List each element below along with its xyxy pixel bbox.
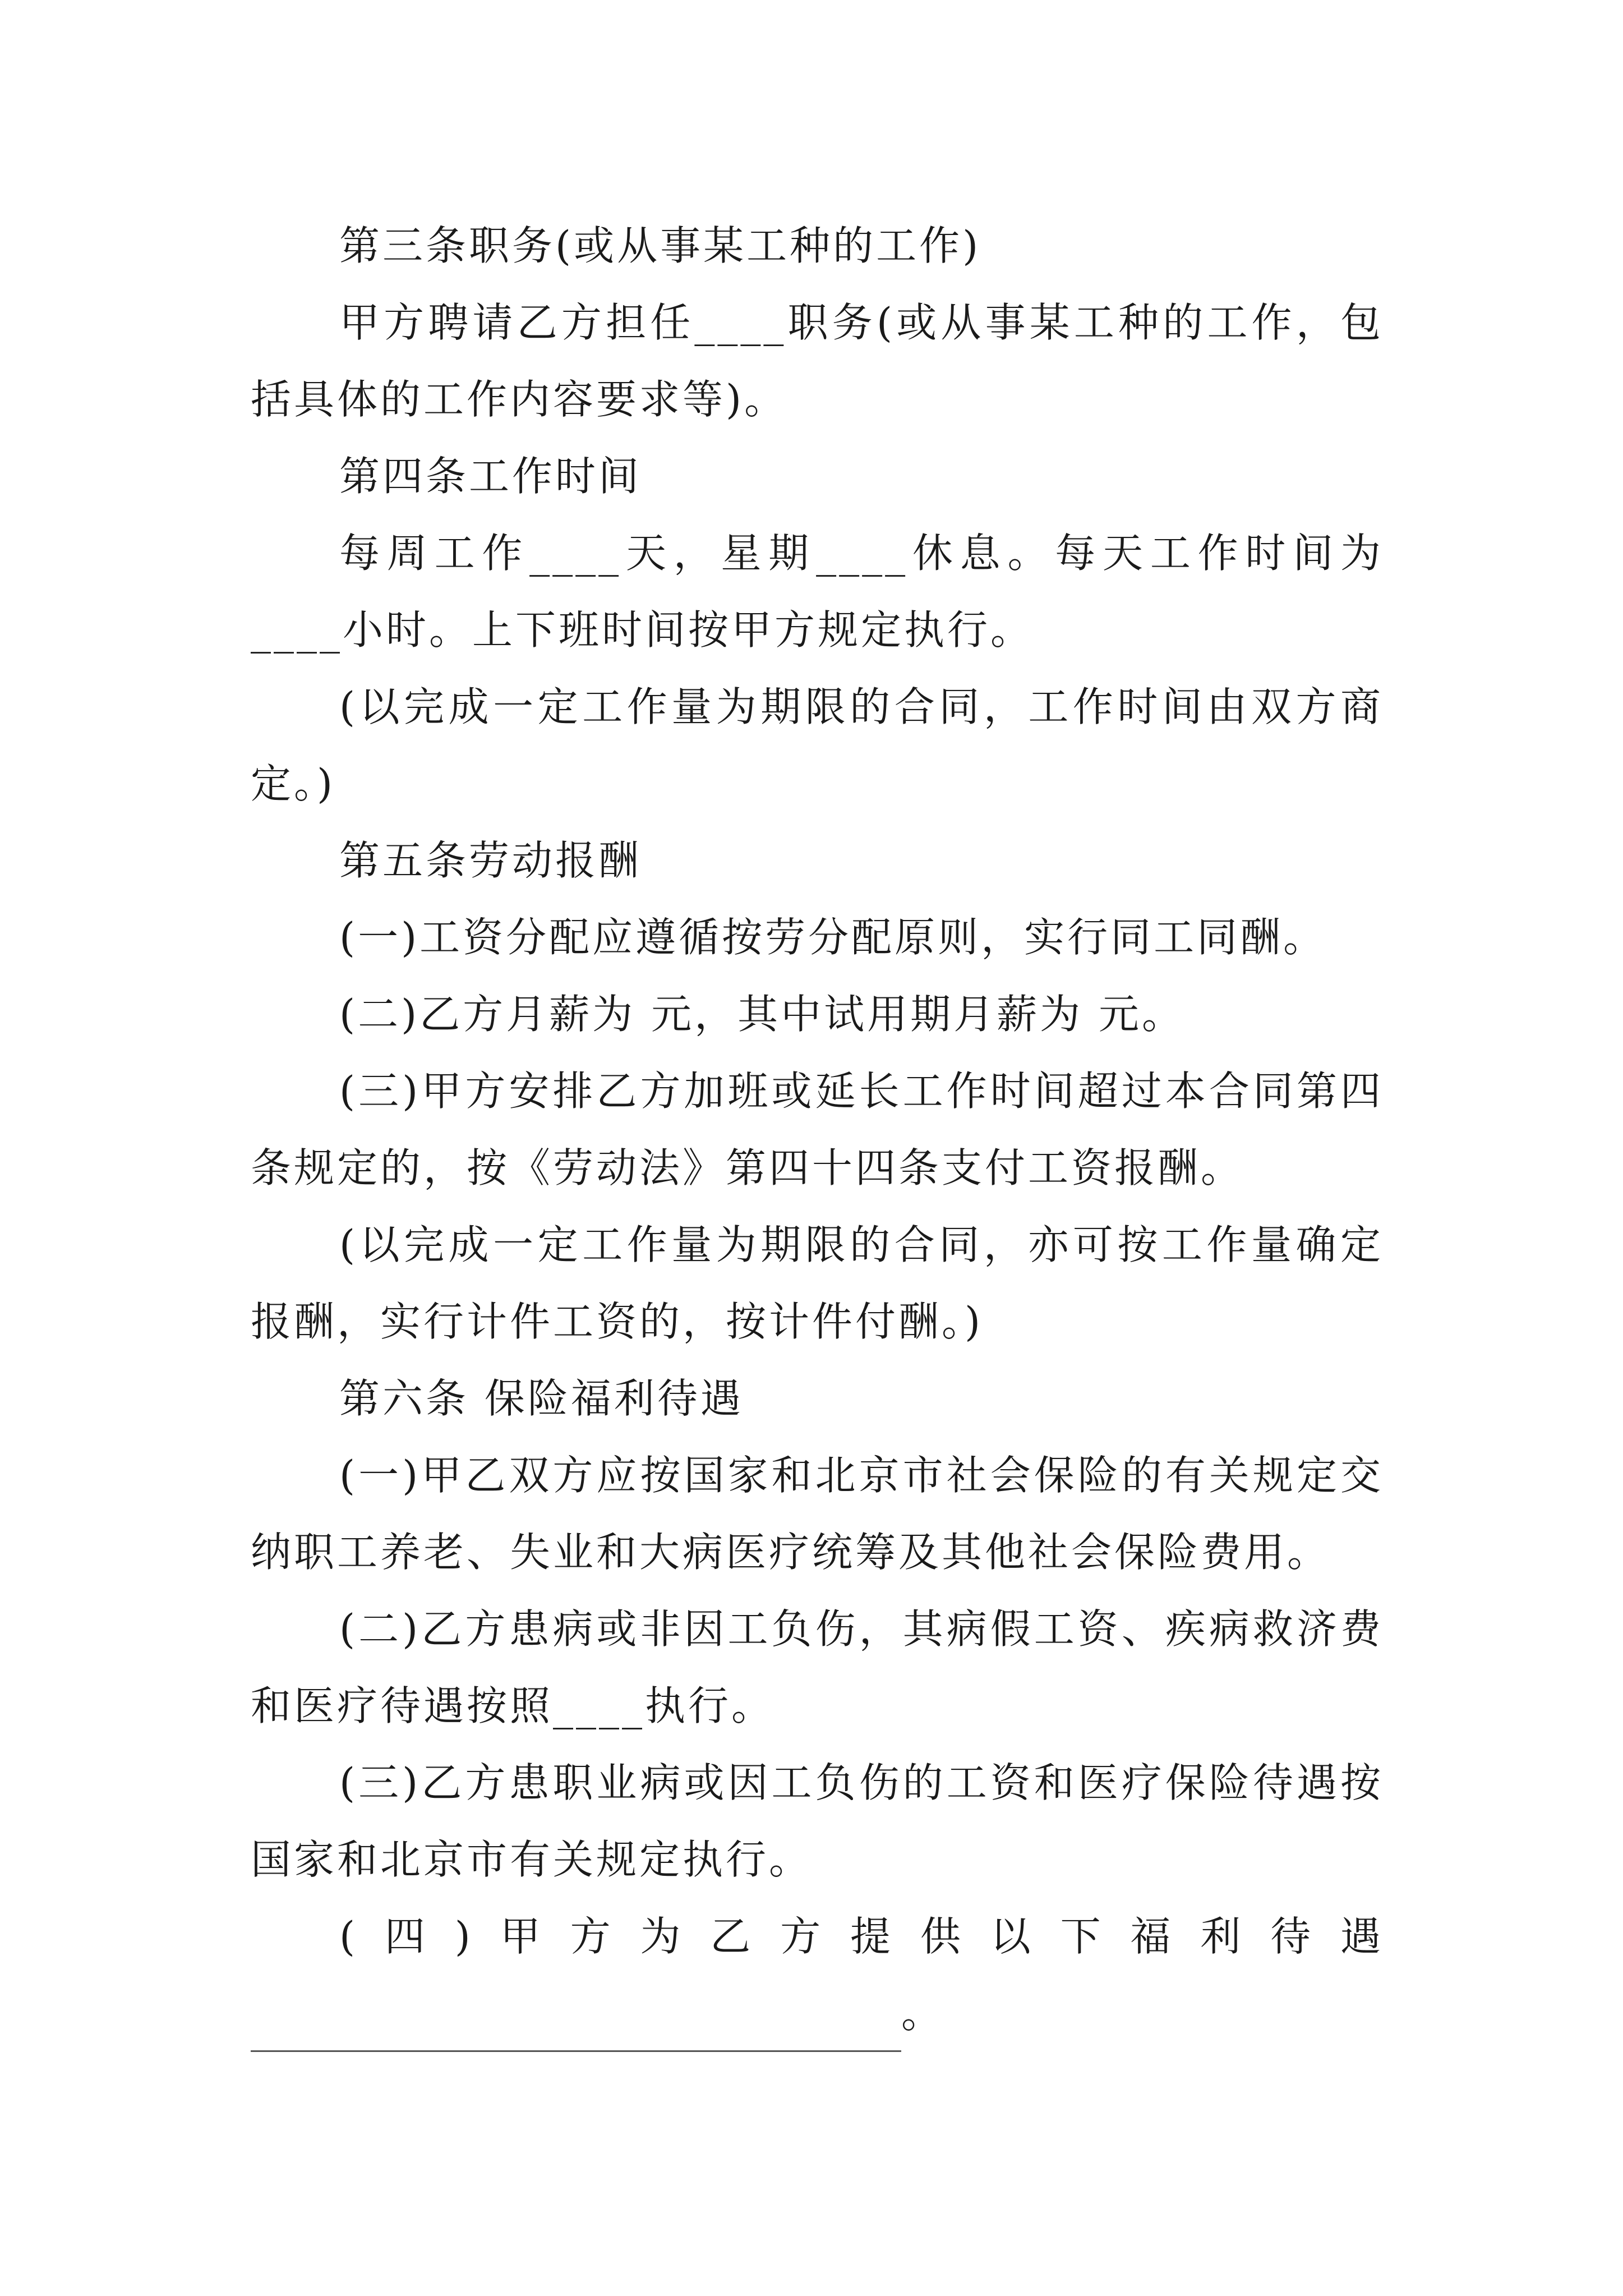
clause-6-item-2: (二)乙方患病或非因工负伤，其病假工资、疾病救济费和医疗待遇按照____执行。 bbox=[251, 1605, 1384, 1729]
document-body bbox=[251, 208, 1384, 2052]
clause-6-item-4: (四)甲方为乙方提供以下福利待遇 bbox=[339, 1913, 1384, 1960]
clause-4-note: (以完成一定工作量为期限的合同，工作时间由双方商定。) bbox=[251, 683, 1384, 807]
clause-5-item-3: (三)甲方安排乙方加班或延长工作时间超过本合同第四条规定的，按《劳动法》第四十四条支付工资报酬。 bbox=[251, 1068, 1384, 1191]
clause-5-note: (以完成一定工作量为期限的合同，亦可按工作量确定报酬，实行计件工资的，按计件付酬。) bbox=[251, 1221, 1384, 1345]
closing-period: 。 bbox=[901, 1990, 945, 2037]
clause-6-item-1: (一)甲乙双方应按国家和北京市社会保险的有关规定交纳职工养老、失业和大病医疗统筹及其他社会保险费用。 bbox=[251, 1452, 1384, 1576]
clause-4-text: 每周工作____天，星期____休息。每天工作时间为____小时。上下班时间按甲方规定执行。 bbox=[251, 530, 1384, 654]
clause-6-item-3: (三)乙方患职业病或因工负伤的工资和医疗保险待遇按国家和北京市有关规定执行。 bbox=[251, 1759, 1384, 1883]
clause-5-item-2: (二)乙方月薪为 元，其中试用期月薪为 元。 bbox=[339, 991, 1185, 1038]
clause-5-heading: 第五条劳动报酬 bbox=[339, 837, 642, 884]
clause-4-heading: 第四条工作时间 bbox=[339, 453, 642, 500]
clause-3-text: 甲方聘请乙方担任____职务(或从事某工种的工作，包括具体的工作内容要求等)。 bbox=[251, 299, 1384, 423]
clause-6-item-4-blank-line bbox=[251, 1975, 1384, 2052]
clause-5-item-1: (一)工资分配应遵循按劳分配原则，实行同工同酬。 bbox=[339, 914, 1327, 961]
clause-3-heading: 第三条职务(或从事某工种的工作) bbox=[339, 222, 981, 269]
fill-in-blank bbox=[251, 2000, 901, 2052]
clause-6-heading: 第六条 保险福利待遇 bbox=[339, 1375, 744, 1422]
